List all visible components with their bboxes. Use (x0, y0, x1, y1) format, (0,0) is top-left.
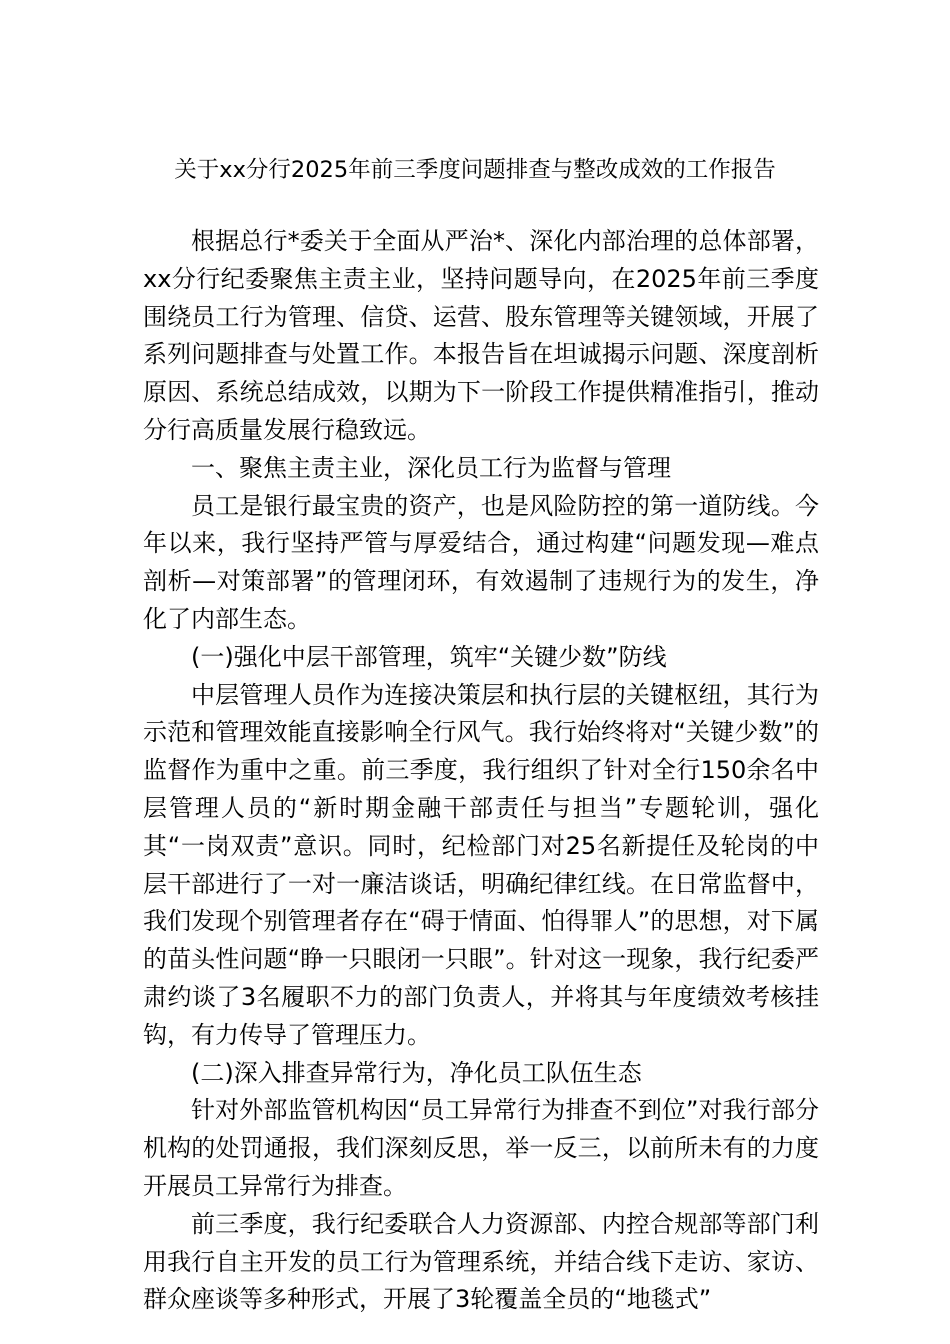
paragraph-intro: 根据总行*委关于全面从严治*、深化内部治理的总体部署，xx分行纪委聚焦主责主业，坚持问题导向，在2025年前三季度围绕员工行为管理、信贷、运营、股东管理等关键领域，开展了系列问题排查与处置工作。本报告旨在坦诚揭示问题、深度剖析原因、系统总结成效，以期为下一阶段工作提供精准指引，推动分行高质量发展行稳致远。 (143, 227, 819, 444)
paragraph-subsection-1: 中层管理人员作为连接决策层和执行层的关键枢纽，其行为示范和管理效能直接影响全行风气。我行始终将对“关键少数”的监督作为重中之重。前三季度，我行组织了针对全行150余名中层管理人员的“新时期金融干部责任与担当”专题轮训，强化其“一岗双责”意识。同时，纪检部门对25名新提任及轮岗的中层干部进行了一对一廉洁谈话，明确纪律红线。在日常监督中，我们发现个别管理者存在“碍于情面、怕得罪人”的思想，对下属的苗头性问题“睁一只眼闭一只眼”。针对这一现象，我行纪委严肃约谈了3名履职不力的部门负责人，并将其与年度绩效考核挂钩，有力传导了管理压力。 (143, 680, 819, 1049)
subsection-heading-2: (二)深入排查异常行为，净化员工队伍生态 (191, 1058, 642, 1087)
document-body (143, 223, 819, 1319)
section-heading-1: 一、聚焦主责主业，深化员工行为监督与管理 (191, 453, 671, 482)
paragraph-section-1: 员工是银行最宝贵的资产，也是风险防控的第一道防线。今年以来，我行坚持严管与厚爱结合，通过构建“问题发现—难点剖析—对策部署”的管理闭环，有效遏制了违规行为的发生，净化了内部生态。 (143, 491, 819, 633)
document-title: 关于xx分行2025年前三季度问题排查与整改成效的工作报告 (174, 157, 776, 183)
paragraph-subsection-2a: 针对外部监管机构因“员工异常行为排查不到位”对我行部分机构的处罚通报，我们深刻反思，举一反三，以前所未有的力度开展员工异常行为排查。 (143, 1096, 819, 1200)
subsection-heading-1: (一)强化中层干部管理，筑牢“关键少数”防线 (191, 642, 667, 671)
paragraph-subsection-2b: 前三季度，我行纪委联合人力资源部、内控合规部等部门利用我行自主开发的员工行为管理系统，并结合线下走访、家访、群众座谈等多种形式，开展了3轮覆盖全员的“地毯式” (143, 1209, 819, 1314)
